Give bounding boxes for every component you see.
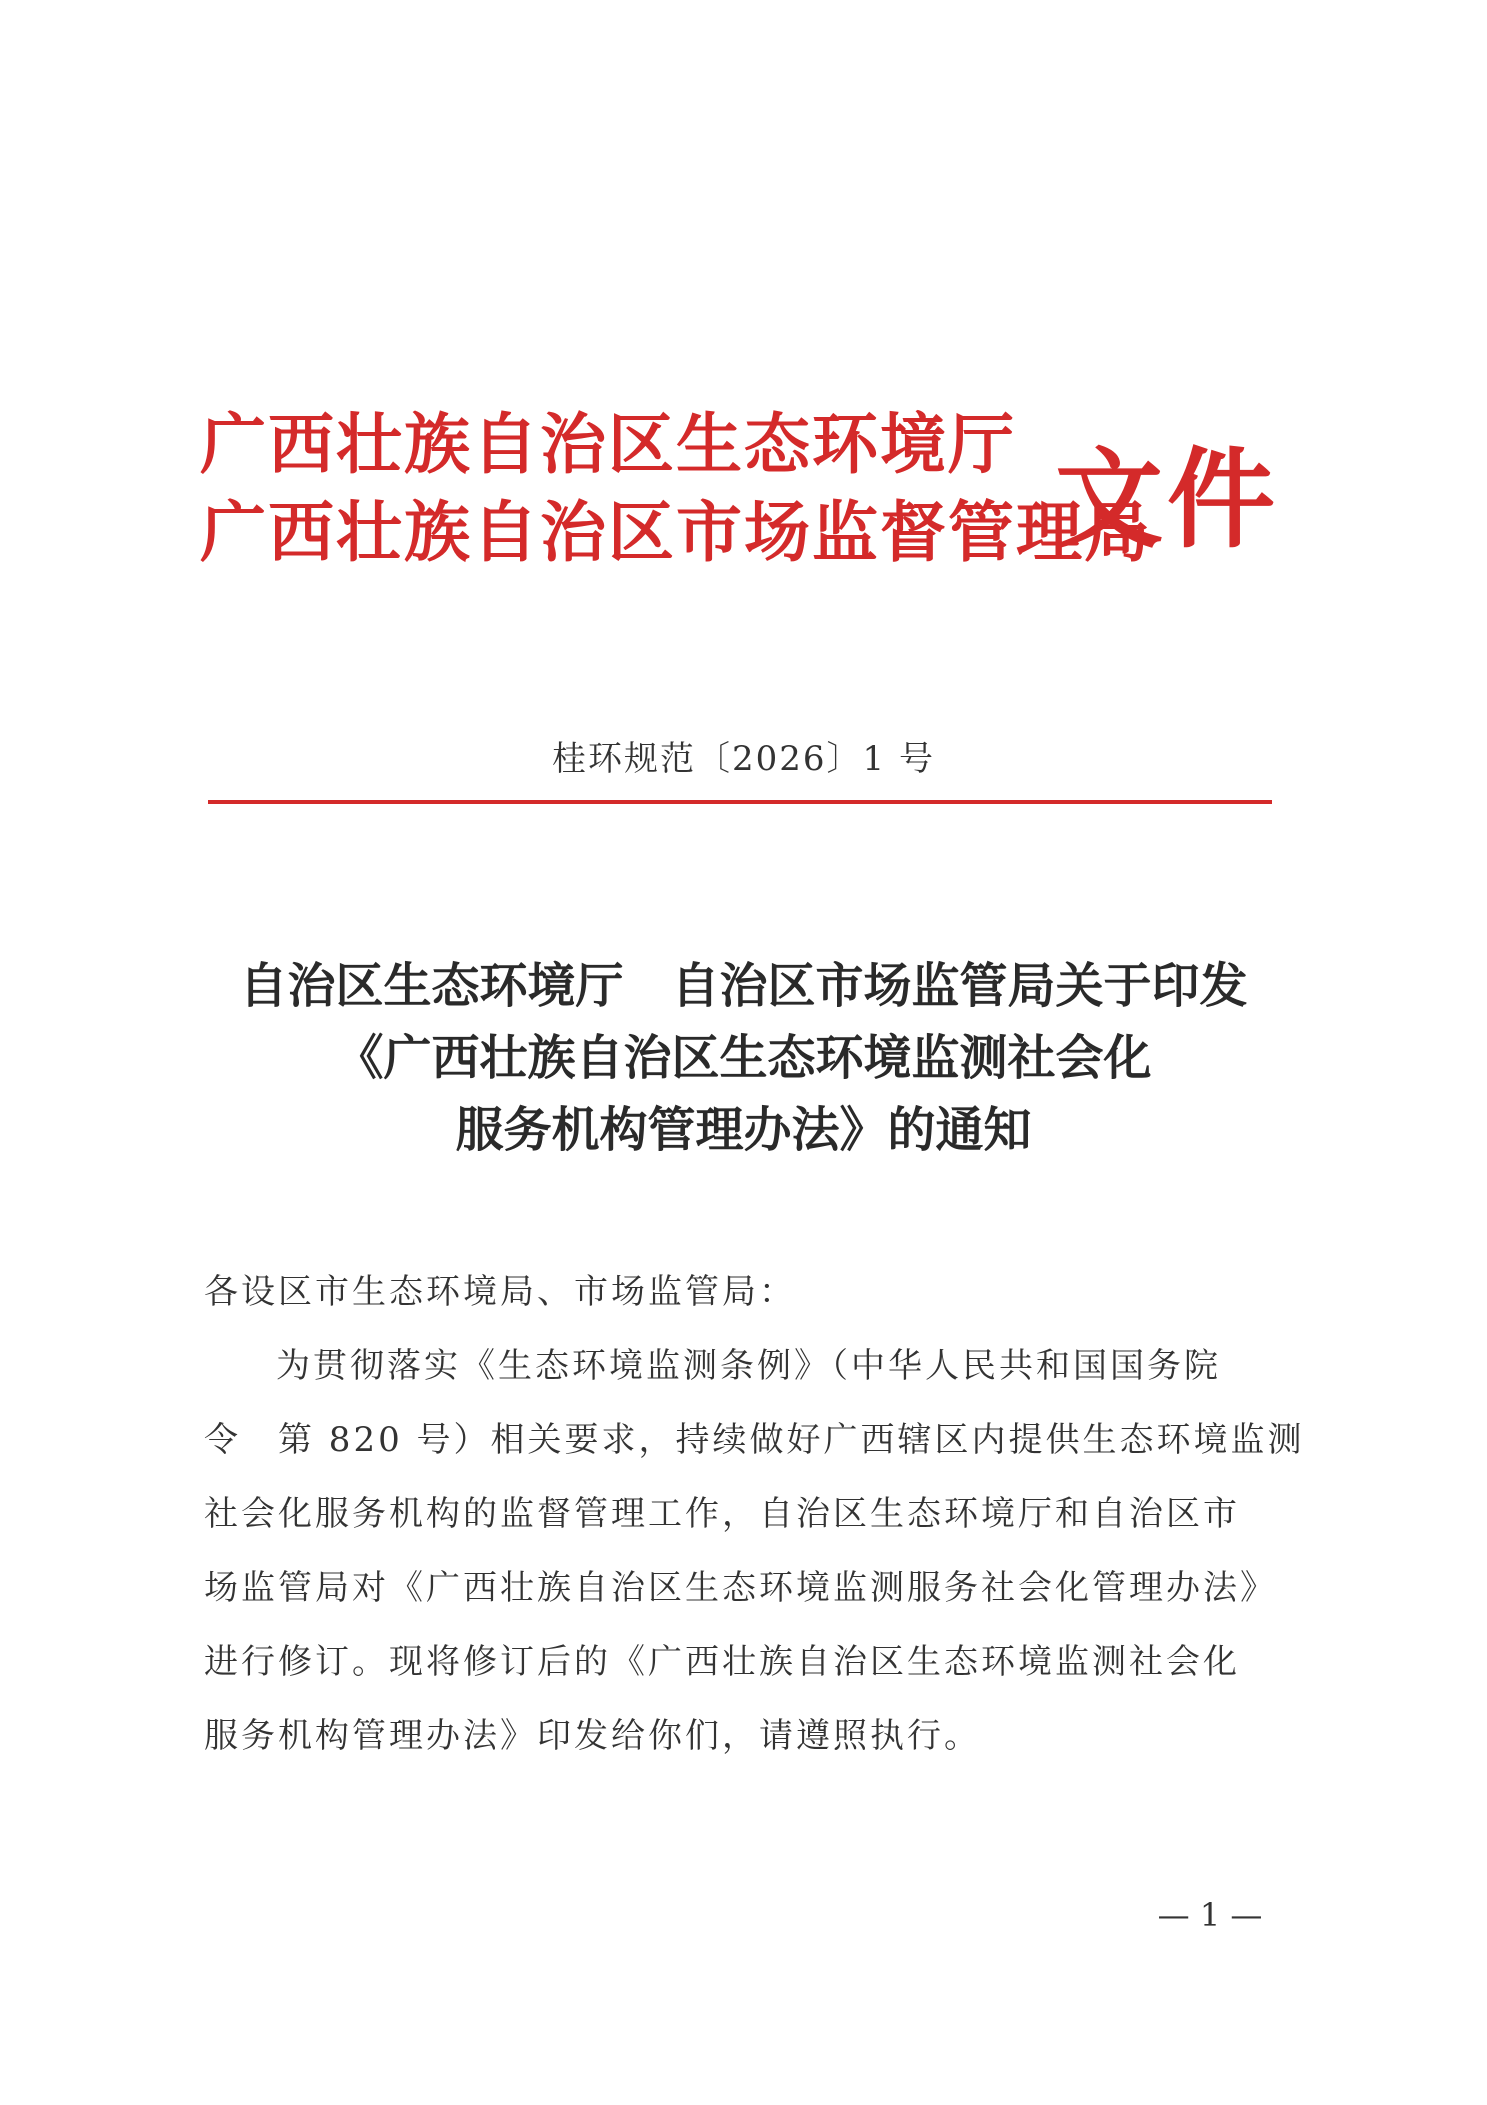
- title-line-1: 自治区生态环境厅 自治区市场监管局关于印发: [239, 958, 1248, 1014]
- paragraph-line-3: 社会化服务机构的监督管理工作，自治区生态环境厅和自治区市: [204, 1494, 1240, 1534]
- issuer-market-regulation-bureau: 广西壮族自治区市场监督管理局: [200, 493, 1152, 571]
- issuing-authorities: [200, 400, 1152, 576]
- title-line-3: 服务机构管理办法》的通知: [455, 1102, 1032, 1158]
- salutation: 各设区市生态环境局、市场监管局：: [204, 1272, 796, 1312]
- issuer-environment-dept: 广西壮族自治区生态环境厅: [200, 405, 1016, 483]
- red-divider-line: [208, 800, 1272, 804]
- document-number: 桂环规范〔2026〕1 号: [552, 739, 935, 779]
- document-body: [204, 1255, 1305, 1773]
- document-word: 文件: [1055, 437, 1280, 563]
- paragraph-line-5: 进行修订。现将修订后的《广西壮族自治区生态环境监测社会化: [204, 1642, 1240, 1682]
- red-header: [200, 400, 1280, 620]
- document-title: [160, 950, 1327, 1166]
- paragraph-line-6: 服务机构管理办法》印发给你们，请遵照执行。: [204, 1716, 981, 1756]
- paragraph-line-2: 令 第 820 号）相关要求，持续做好广西辖区内提供生态环境监测: [204, 1420, 1305, 1460]
- paragraph-line-1: 为贯彻落实《生态环境监测条例》（中华人民共和国国务院: [276, 1346, 1221, 1386]
- page-number: — 1 —: [1157, 1896, 1263, 1934]
- paragraph-line-4: 场监管局对《广西壮族自治区生态环境监测服务社会化管理办法》: [204, 1568, 1277, 1608]
- title-line-2: 《广西壮族自治区生态环境监测社会化: [335, 1030, 1152, 1086]
- body-paragraph: [204, 1329, 1305, 1773]
